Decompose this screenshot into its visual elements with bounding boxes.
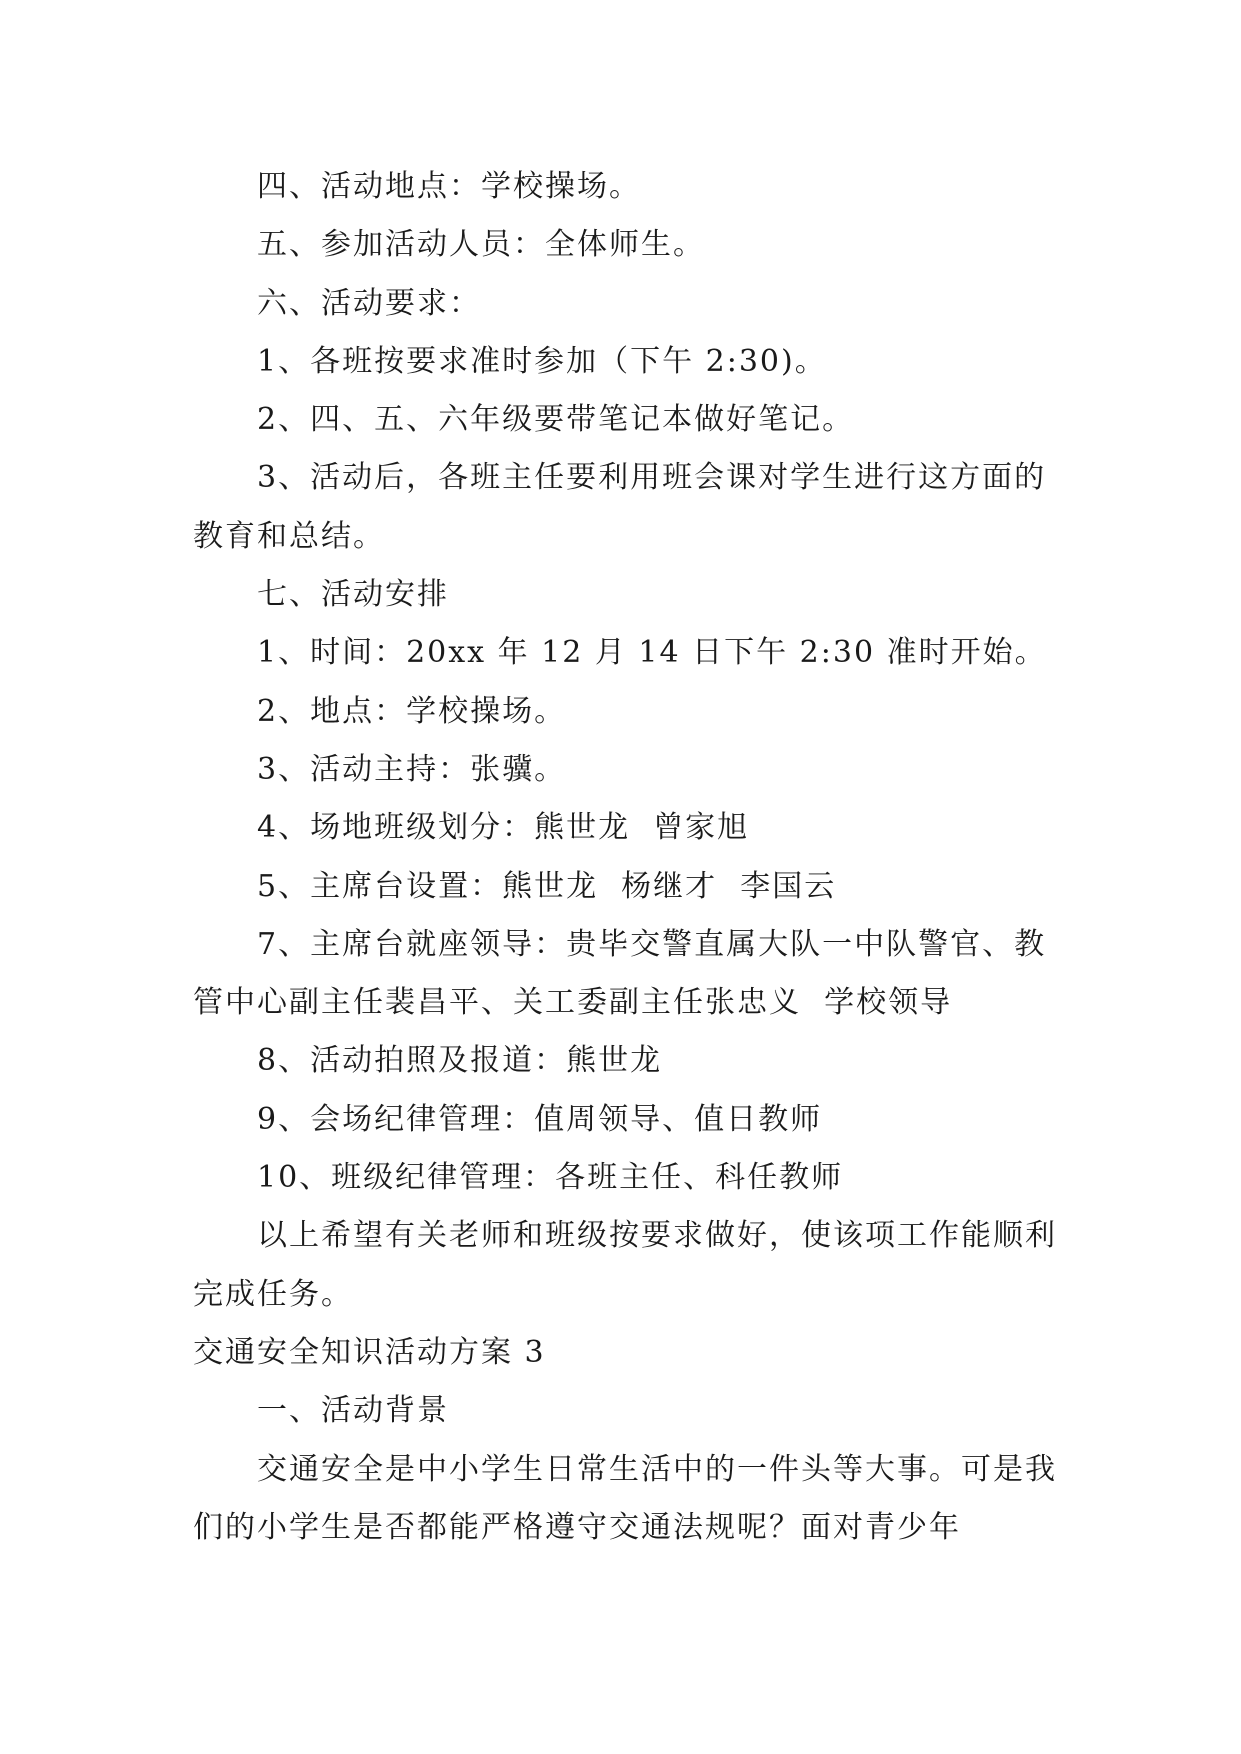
paragraph-arrangement-location: 2、地点：学校操场。 [257,693,567,729]
paragraph-participants: 五、参加活动人员：全体师生。 [257,227,705,263]
paragraph-arrangement-heading: 七、活动安排 [257,577,449,613]
paragraph-arrangement-host: 3、活动主持：张骥。 [257,751,567,787]
paragraph-activity-location: 四、活动地点：学校操场。 [257,169,641,204]
document-body [193,158,1063,1557]
paragraph-arrangement-photography: 8、活动拍照及报道：熊世龙 [257,1043,663,1079]
paragraph-arrangement-class-division: 4、场地班级划分：熊世龙 曾家旭 [257,810,750,846]
paragraph-requirement-2: 2、四、五、六年级要带笔记本做好笔记。 [257,402,855,438]
paragraph-requirements-heading: 六、活动要求： [257,285,481,321]
paragraph-arrangement-rostrum-setup: 5、主席台设置：熊世龙 杨继才 李国云 [257,868,837,904]
paragraph-closing: 以上希望有关老师和班级按要求做好，使该项工作能顺利完成任务。 [193,1218,1057,1312]
paragraph-arrangement-time: 1、时间：20xx 年 12 月 14 日下午 2:30 准时开始。 [257,635,1047,671]
paragraph-background-heading: 一、活动背景 [257,1393,449,1429]
paragraph-requirement-1: 1、各班按要求准时参加（下午 2:30)。 [257,343,827,379]
paragraph-requirement-3: 3、活动后，各班主任要利用班会课对学生进行这方面的教育和总结。 [193,460,1047,554]
paragraph-arrangement-class-discipline: 10、班级纪律管理：各班主任、科任教师 [257,1160,844,1196]
paragraph-background-body: 交通安全是中小学生日常生活中的一件头等大事。可是我们的小学生是否都能严格遵守交通法规呢？面对青少年 [193,1451,1057,1545]
paragraph-arrangement-rostrum-leaders: 7、主席台就座领导：贵毕交警直属大队一中队警官、教管中心副主任裴昌平、关工委副主任张忠义 学校领导 [193,926,1047,1021]
paragraph-arrangement-venue-discipline: 9、会场纪律管理：值周领导、值日教师 [257,1101,823,1137]
section-heading: 交通安全知识活动方案 3 [193,1334,546,1370]
